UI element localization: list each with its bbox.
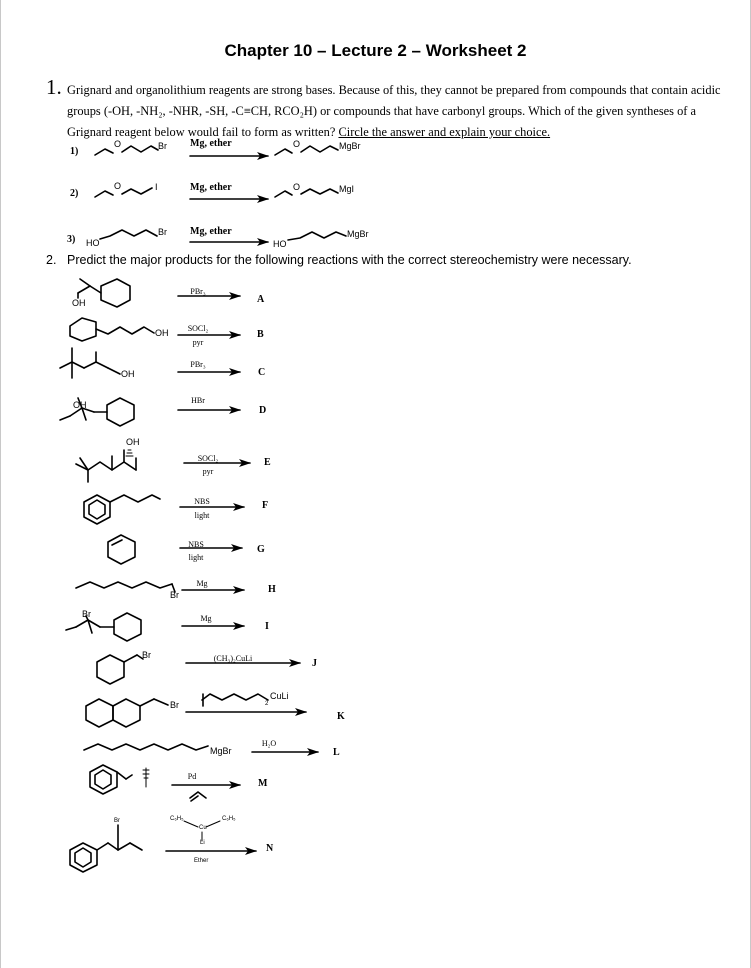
reaction-n-reagent-left: C₆H₅	[170, 816, 184, 822]
reaction-g-product-label: G	[257, 544, 265, 555]
reaction-k-starting-material	[86, 699, 168, 727]
reaction-l-starting-material	[84, 744, 208, 750]
reaction-k-br-label: Br	[170, 700, 179, 710]
reaction-k-product-label: K	[337, 711, 345, 722]
reaction-g-reagent-top: NBS	[188, 540, 204, 549]
reaction-j-product-label: J	[312, 658, 317, 669]
item-2-product-label: MgI	[339, 184, 355, 194]
reaction-b-reagent-top: SOCl₂	[187, 324, 209, 333]
question-1-number: 1.	[46, 75, 62, 99]
reaction-g-reagent-bottom: light	[188, 553, 204, 562]
reaction-e-hash-wedge	[126, 450, 133, 456]
reaction-d-reagent: HBr	[191, 396, 205, 405]
reaction-a-reagent: PBr₃	[190, 287, 206, 296]
reaction-j-reagent: (CH₃)₂CuLi	[213, 654, 253, 663]
reaction-m-hash-wedge	[143, 768, 149, 787]
reaction-n-cuprate-bonds	[184, 821, 220, 841]
reaction-i-product-label: I	[265, 621, 269, 632]
item-1-product-oxygen: O	[293, 139, 301, 149]
reaction-f-product-label: F	[262, 500, 269, 511]
item-2-number: 2)	[70, 188, 79, 199]
item-1-starting-material	[95, 146, 158, 155]
reaction-n-reagent-li: Li	[200, 840, 205, 846]
reaction-n-product-label: N	[266, 843, 274, 854]
reaction-c-oh-label: OH	[121, 369, 135, 379]
reaction-j-br-label: Br	[142, 650, 151, 660]
item-1-oxygen-label: O	[114, 139, 122, 149]
reaction-h-reagent: Mg	[196, 579, 208, 588]
item-3-product-label: MgBr	[347, 229, 369, 239]
item-3-starting-material	[100, 230, 157, 239]
question-2-text: Predict the major products for the following reactions with the correct stereochemistry were necessary.	[67, 253, 632, 267]
reaction-i-br-label: Br	[82, 609, 91, 619]
item-2-reagent: Mg, ether	[190, 182, 232, 193]
item-2-starting-material	[95, 188, 152, 197]
reaction-h-br-label: Br	[170, 590, 179, 600]
reaction-d-starting-material	[60, 398, 134, 426]
reaction-b-product-label: B	[257, 329, 264, 340]
reaction-a-product-label: A	[257, 294, 265, 305]
reaction-k-cuprate-chain	[202, 694, 268, 706]
reaction-l-reagent: H₂O	[261, 739, 277, 748]
reaction-i-starting-material	[66, 613, 141, 641]
reaction-a-oh-label: OH	[72, 298, 86, 308]
reaction-b-starting-material	[70, 318, 154, 341]
reaction-n-br-label: Br	[114, 818, 120, 824]
reaction-i-reagent: Mg	[200, 614, 212, 623]
item-1-number: 1)	[70, 146, 79, 157]
question-1-body: Grignard and organolithium reagents are strong bases. Because of this, they cannot be prepared from compounds that contain acidic groups (-OH, -NH₂, -NHR, -SH, -C≡CH, RCO₂H) or compounds that have carbonyl groups. Which of the given syntheses of a Grignard reagent below would fail to form as written?	[67, 83, 721, 139]
reaction-n-reagent-bottom: Ether	[194, 858, 209, 864]
item-2-product	[275, 189, 338, 197]
reaction-k-reagent: CuLi	[270, 691, 289, 701]
item-3-ho-label: HO	[86, 238, 100, 248]
reaction-d-oh-label: OH	[73, 400, 87, 410]
item-3-reagent: Mg, ether	[190, 226, 232, 237]
reaction-l-mgbr-label: MgBr	[210, 746, 232, 756]
reaction-h-product-label: H	[268, 584, 276, 595]
item-3-br-label: Br	[158, 227, 167, 237]
reaction-b-reagent-bottom: pyr	[192, 338, 204, 347]
item-2-product-oxygen: O	[293, 182, 301, 192]
reaction-b-oh-label: OH	[155, 328, 169, 338]
reaction-m-alkene	[190, 792, 206, 798]
reaction-e-product-label: E	[264, 457, 271, 468]
reaction-f-reagent-top: NBS	[194, 497, 210, 506]
reaction-m-product-label: M	[258, 778, 268, 789]
reaction-c-reagent: PBr₃	[190, 360, 206, 369]
question-1-instruction: Circle the answer and explain your choice.	[338, 125, 551, 139]
item-3-product-ho: HO	[273, 239, 287, 249]
reaction-n-reagent-cu: Cu	[199, 825, 207, 831]
item-1-br-label: Br	[158, 141, 167, 151]
reaction-l-product-label: L	[333, 747, 340, 758]
reaction-d-product-label: D	[259, 405, 267, 416]
reaction-g-starting-material	[108, 535, 135, 564]
reaction-n-reagent-right: C₆H₅	[222, 816, 236, 822]
item-1-product	[275, 146, 338, 155]
item-1-product-label: MgBr	[339, 141, 361, 151]
reaction-e-starting-material	[76, 450, 136, 482]
reaction-e-reagent-top: SOCl₂	[197, 454, 219, 463]
reaction-f-reagent-bottom: light	[194, 511, 210, 520]
reaction-j-starting-material	[97, 655, 143, 684]
item-1-reagent: Mg, ether	[190, 138, 232, 149]
item-3-product	[288, 232, 346, 240]
reaction-k-reagent-subscript: 2	[265, 701, 269, 707]
reaction-c-starting-material	[60, 348, 120, 378]
reaction-n-starting-material	[70, 825, 142, 872]
reaction-e-oh-label: OH	[126, 437, 140, 447]
reaction-a-starting-material	[78, 279, 130, 307]
item-3-number: 3)	[67, 234, 76, 245]
question-2-number: 2.	[46, 253, 57, 267]
item-2-i-label: I	[155, 182, 158, 192]
reaction-m-starting-material	[90, 765, 132, 794]
reaction-c-product-label: C	[258, 367, 266, 378]
reaction-e-reagent-bottom: pyr	[202, 467, 214, 476]
reaction-m-reagent: Pd	[187, 772, 197, 781]
reaction-h-starting-material	[76, 582, 175, 592]
page-title: Chapter 10 – Lecture 2 – Worksheet 2	[224, 41, 527, 60]
reaction-f-starting-material	[84, 495, 160, 524]
item-2-oxygen-label: O	[114, 181, 122, 191]
